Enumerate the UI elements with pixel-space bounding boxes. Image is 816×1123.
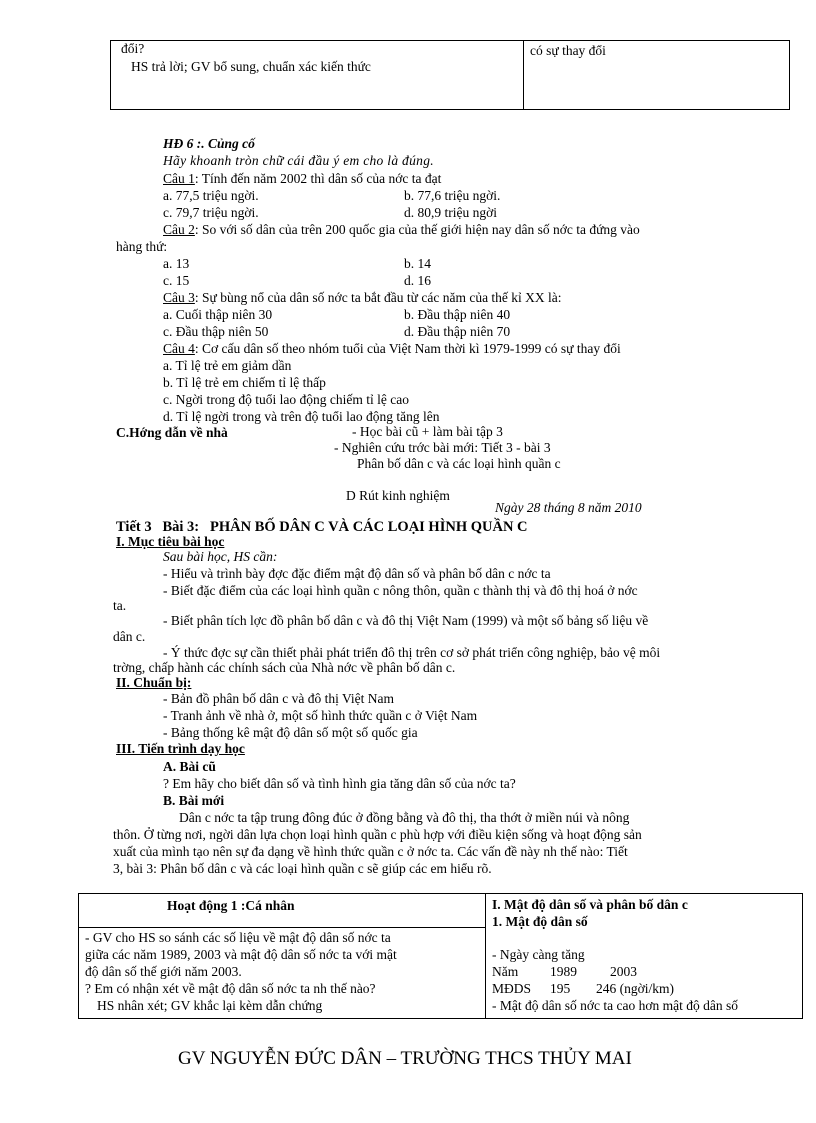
- q1-option-b: b. 77,6 triệu ngời.: [404, 188, 501, 203]
- top-table-right-cell: [524, 41, 790, 110]
- q2-label: Câu 2: [163, 222, 195, 237]
- muc-tieu-line3b: dân c.: [113, 629, 146, 644]
- q1-text: : Tính đến năm 2002 thì dân số của nớc ta đạt: [194, 171, 442, 186]
- chuan-bi-line3: - Bảng thống kê mật độ dân số một số quốc gia: [163, 725, 418, 740]
- q4-option-d: d. Tỉ lệ ngời trong và trên độ tuổi lao động tăng lên: [163, 409, 440, 424]
- bai-moi-para-line3: xuất của mình tạo nên sự đa dạng về hình thức quần c ở nớc ta. Các vấn đề này nh thế nào: Tiết: [113, 844, 628, 859]
- q2-option-d: d. 16: [404, 273, 431, 288]
- q3-option-b: b. Đầu thập niên 40: [404, 307, 511, 322]
- q1-option-d: d. 80,9 triệu ngời: [404, 205, 498, 220]
- bottom-left-line2: giữa các năm 1989, 2003 và mật độ dân số nớc ta với mật: [85, 947, 397, 962]
- q3-option-d: d. Đầu thập niên 70: [404, 324, 511, 339]
- muc-tieu-line4: - Ý thức đợc sự cần thiết phải phát triển đô thị trên cơ sở phát triển công nghiệp, bảo vệ môi: [163, 645, 661, 660]
- bottom-right-year2: 2003: [610, 964, 637, 979]
- q2-option-b: b. 14: [404, 256, 431, 271]
- q4-label: Câu 4: [163, 341, 195, 356]
- guide-line2: - Nghiên cứu trớc bài mới: Tiết 3 - bài 3: [334, 440, 551, 455]
- q1-stem: [163, 171, 441, 187]
- q4-option-a: a. Tỉ lệ trẻ em giảm dần: [163, 358, 292, 373]
- muc-tieu-intro: Sau bài học, HS cần:: [163, 549, 278, 564]
- q4-option-c: c. Ngời trong độ tuổi lao động chiếm tỉ lệ cao: [163, 392, 409, 407]
- q4-option-b: b. Tỉ lệ trẻ em chiếm tỉ lệ thấp: [163, 375, 326, 390]
- hd6-instruction: Hãy khoanh tròn chữ cái đầu ý em cho là đúng.: [163, 153, 434, 168]
- bottom-right-mdds-label: MĐDS: [492, 981, 532, 996]
- chuan-bi-heading: II. Chuẩn bị:: [116, 675, 192, 690]
- rut-kinh-nghiem: D Rút kinh nghiệm: [346, 488, 450, 503]
- bottom-left-line1: - GV cho HS so sánh các số liệu về mật độ dân số nớc ta: [85, 930, 391, 945]
- bottom-left-heading: Hoạt động 1 :Cá nhân: [167, 898, 295, 913]
- bai-moi-para-line4: 3, bài 3: Phân bố dân c và các loại hình quần c sẽ giúp các em hiểu rõ.: [113, 861, 492, 876]
- bottom-right-h1: I. Mật độ dân số và phân bố dân c: [492, 897, 688, 912]
- bottom-right-year-label: Năm: [492, 964, 519, 979]
- q3-option-a: a. Cuối thập niên 30: [163, 307, 273, 322]
- bai-moi-para-line1: Dân c nớc ta tập trung đông đúc ở đồng bằng và đô thị, tha thớt ở miền núi và nông: [179, 810, 630, 825]
- bottom-left-line3: độ dân số thế giới năm 2003.: [85, 964, 242, 979]
- bottom-table: [78, 893, 803, 1019]
- bottom-right-line1: - Ngày càng tăng: [492, 947, 585, 962]
- muc-tieu-line2: - Biết đặc điểm của các loại hình quần c nông thôn, quần c thành thị và đô thị hoá ở nớc: [163, 583, 638, 598]
- bottom-left-line4: ? Em có nhận xét về mật độ dân số nớc ta nh thế nào?: [85, 981, 376, 996]
- q2-stem: [163, 222, 640, 238]
- lesson-title: PHÂN BỐ DÂN C VÀ CÁC LOẠI HÌNH QUẦN C: [209, 519, 528, 535]
- bottom-left-line5: HS nhân xét; GV khắc lại kèm dẫn chứng: [97, 998, 323, 1013]
- q1-option-a: a. 77,5 triệu ngời.: [163, 188, 259, 203]
- bottom-left-body-cell: [79, 928, 486, 1019]
- bai-moi-heading: B. Bài mới: [163, 793, 225, 808]
- bottom-right-cell: [486, 894, 803, 1019]
- q3-text: : Sự bùng nổ của dân số nớc ta bắt đầu từ các năm của thế kỉ XX là:: [194, 290, 562, 305]
- bai-cu-question: ? Em hãy cho biết dân số và tình hình gia tăng dân số của nớc ta?: [163, 776, 516, 791]
- muc-tieu-line1: - Hiểu và trình bày đợc đặc điểm mật độ dân số và phân bố dân c nớc ta: [163, 566, 551, 581]
- q2-option-a: a. 13: [163, 256, 190, 271]
- q1-label: Câu 1: [163, 171, 195, 186]
- bottom-right-mdds2: 246 (ngời/km): [596, 981, 675, 996]
- q1-option-c: c. 79,7 triệu ngời.: [163, 205, 259, 220]
- muc-tieu-line4b: trờng, chấp hành các chính sách của Nhà nớc về phân bố dân c.: [113, 660, 456, 675]
- bottom-left-header-cell: [79, 894, 486, 928]
- top-table-left-cell: [111, 41, 524, 110]
- tien-trinh-heading: III. Tiến trình dạy học: [116, 741, 245, 756]
- guide-line1: - Học bài cũ + làm bài tập 3: [352, 424, 503, 439]
- muc-tieu-heading: I. Mục tiêu bài học: [116, 534, 225, 549]
- q3-option-c: c. Đầu thập niên 50: [163, 324, 269, 339]
- q2-text: : So với số dân của trên 200 quốc gia của thế giới hiện nay dân số nớc ta đứng vào: [194, 222, 640, 237]
- lesson-date: Ngày 28 tháng 8 năm 2010: [495, 500, 642, 515]
- muc-tieu-line3: - Biết phân tích lợc đồ phân bố dân c và đô thị Việt Nam (1999) và một số bảng số liệu về: [163, 613, 649, 628]
- chuan-bi-line2: - Tranh ảnh về nhà ở, một số hình thức quần c ở Việt Nam: [163, 708, 478, 723]
- q3-label: Câu 3: [163, 290, 195, 305]
- bottom-right-h2: 1. Mật độ dân số: [492, 914, 588, 929]
- bottom-right-year1: 1989: [550, 964, 577, 979]
- top-left-line1: đổi?: [121, 41, 145, 56]
- bai-moi-para-line2: thôn. Ở từng nơi, ngời dân lựa chọn loại hình quần c phù hợp với điều kiện sống và hoạt động sản: [113, 827, 642, 842]
- top-table: [110, 40, 790, 110]
- lesson-bai: Bài 3:: [162, 519, 200, 535]
- top-right-line1: có sự thay đổi: [530, 43, 606, 58]
- q2-option-c: c. 15: [163, 273, 190, 288]
- chuan-bi-line1: - Bản đồ phân bố dân c và đô thị Việt Nam: [163, 691, 395, 706]
- guide-heading: C.Hớng dẫn về nhà: [116, 425, 228, 440]
- lesson-tiet: Tiết 3: [116, 519, 152, 535]
- hd6-title: HĐ 6 :. Củng cố: [163, 136, 255, 151]
- top-left-line2: HS trả lời; GV bổ sung, chuẩn xác kiến thức: [131, 59, 371, 74]
- q4-text: : Cơ cấu dân số theo nhóm tuổi của Việt Nam thời kì 1979-1999 có sự thay đổi: [194, 341, 621, 356]
- bottom-right-line2: - Mật độ dân số nớc ta cao hơn mật độ dân số: [492, 998, 738, 1013]
- muc-tieu-line2b: ta.: [113, 598, 127, 613]
- bottom-right-mdds1: 195: [550, 981, 571, 996]
- page-footer: GV NGUYỄN ĐỨC DÂN – TRƯỜNG THCS THỦY MAI: [178, 1048, 632, 1069]
- bai-cu-heading: A. Bài cũ: [163, 759, 216, 774]
- q3-stem: [163, 290, 562, 306]
- q2-text-continued: hàng thứ:: [116, 239, 168, 254]
- guide-line3: Phân bố dân c và các loại hình quần c: [357, 456, 561, 471]
- q4-stem: [163, 341, 621, 357]
